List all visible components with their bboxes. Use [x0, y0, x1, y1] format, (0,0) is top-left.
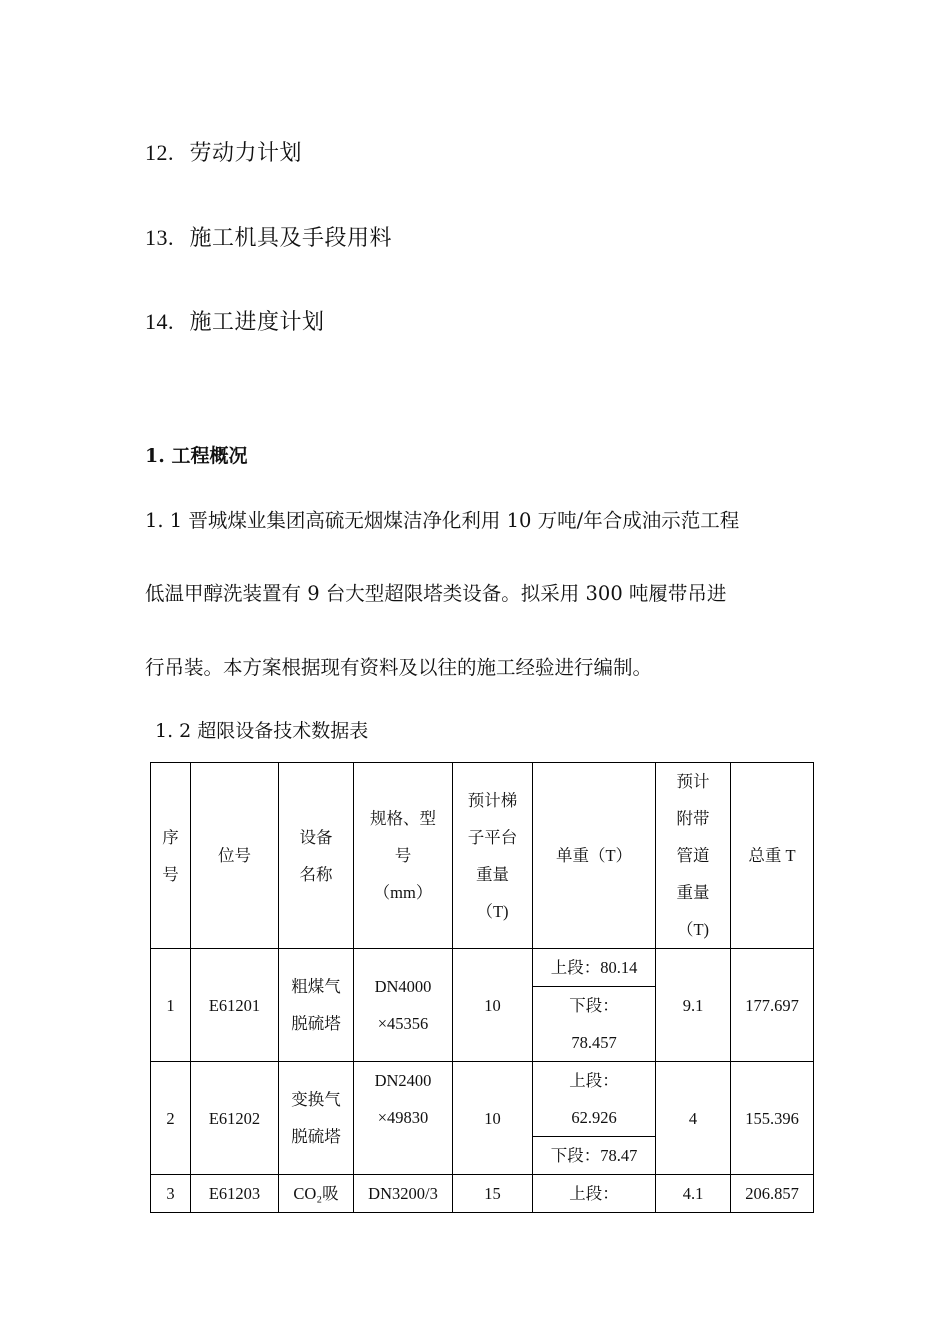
cell-spec: DN4000 ×45356 — [354, 949, 453, 1062]
toc-item-13 — [145, 221, 392, 252]
cell-name: CO₂吸 — [279, 1175, 354, 1213]
cell-ladder-weight: 15 — [453, 1175, 533, 1213]
cell-name: 变换气 脱硫塔 — [279, 1062, 354, 1175]
cell-name: 粗煤气 脱硫塔 — [279, 949, 354, 1062]
cell-pipe-weight: 9.1 — [656, 949, 731, 1062]
toc-number: 14. — [145, 309, 174, 334]
toc-number: 12. — [145, 140, 174, 165]
header-unit-weight: 单重（T） — [533, 763, 656, 949]
equipment-data-table — [150, 762, 814, 1213]
cell-upper-weight: 上段： — [533, 1175, 656, 1213]
cell-seq: 3 — [151, 1175, 191, 1213]
header-pipe-weight: 预计 附带 管道 重量 （T) — [656, 763, 731, 949]
paragraph-line: 1. 1 晋城煤业集团高硫无烟煤洁净化利用 10 万吨/年合成油示范工程 — [145, 509, 740, 532]
header-tag: 位号 — [191, 763, 279, 949]
table-row — [151, 949, 814, 987]
table-row — [151, 1062, 814, 1137]
toc-title: 劳动力计划 — [189, 141, 303, 166]
header-seq: 序 号 — [151, 763, 191, 949]
cell-seq: 2 — [151, 1062, 191, 1175]
toc-item-14 — [145, 305, 325, 336]
cell-lower-weight: 下段：78.47 — [533, 1137, 656, 1175]
table-row — [151, 1175, 814, 1213]
cell-tag: E61201 — [191, 949, 279, 1062]
toc-item-12 — [145, 136, 302, 167]
cell-spec: DN3200/3 — [354, 1175, 453, 1213]
header-total-weight: 总重 T — [731, 763, 814, 949]
header-spec: 规格、型 号 （mm） — [354, 763, 453, 949]
cell-tag: E61203 — [191, 1175, 279, 1213]
cell-pipe-weight: 4.1 — [656, 1175, 731, 1213]
paragraph-line: 低温甲醇洗装置有 9 台大型超限塔类设备。拟采用 300 吨履带吊进 — [145, 582, 727, 605]
cell-spec: DN2400 ×49830 — [354, 1062, 453, 1175]
cell-upper-weight: 上段：80.14 — [533, 949, 656, 987]
cell-tag: E61202 — [191, 1062, 279, 1175]
cell-total-weight: 155.396 — [731, 1062, 814, 1175]
toc-title: 施工机具及手段用料 — [189, 226, 393, 251]
cell-ladder-weight: 10 — [453, 949, 533, 1062]
toc-number: 13. — [145, 225, 174, 250]
cell-ladder-weight: 10 — [453, 1062, 533, 1175]
cell-total-weight: 177.697 — [731, 949, 814, 1062]
table-header-row — [151, 763, 814, 949]
cell-lower-weight: 下段： 78.457 — [533, 987, 656, 1062]
toc-title: 施工进度计划 — [189, 310, 325, 335]
paragraph-line: 行吊装。本方案根据现有资料及以往的施工经验进行编制。 — [145, 656, 653, 679]
section-title: 1. 工程概况 — [145, 445, 248, 467]
cell-seq: 1 — [151, 949, 191, 1062]
cell-total-weight: 206.857 — [731, 1175, 814, 1213]
header-ladder-weight: 预计梯 子平台 重量 （T) — [453, 763, 533, 949]
table-caption: 1. 2 超限设备技术数据表 — [155, 720, 369, 742]
cell-upper-weight: 上段： 62.926 — [533, 1062, 656, 1137]
cell-pipe-weight: 4 — [656, 1062, 731, 1175]
header-name: 设备 名称 — [279, 763, 354, 949]
